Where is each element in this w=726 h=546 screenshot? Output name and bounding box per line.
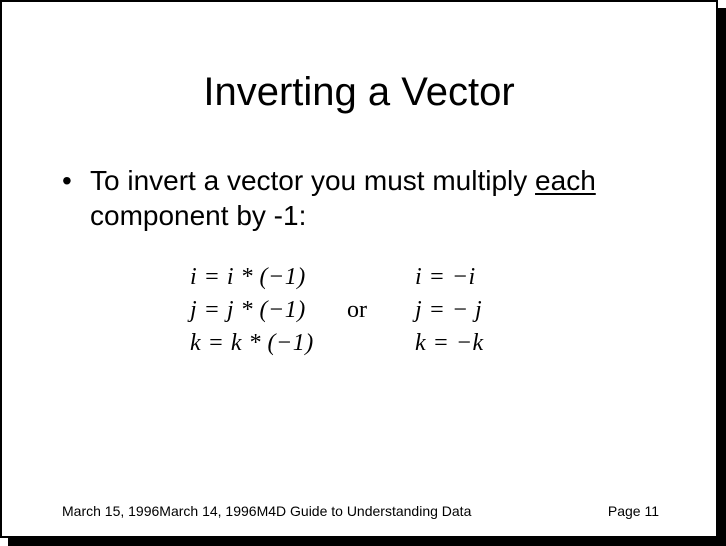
bullet-marker: • [62, 165, 72, 196]
slide-shadow-bottom [8, 538, 726, 546]
equation-right-k: k = −k [415, 330, 484, 356]
bullet-item [62, 163, 670, 233]
slide-shadow-right [718, 8, 726, 546]
equation-right-i: i = −i [415, 264, 476, 290]
equation-left-j: j = j * (−1) [190, 297, 306, 323]
bullet-text-line1: To invert a vector you must multiply [90, 165, 536, 196]
bullet-text-line2: component by -1: [90, 200, 307, 231]
bullet-text-underlined-word: each [535, 165, 596, 196]
equation-left-k: k = k * (−1) [190, 330, 314, 356]
slide-title: Inverting a Vector [203, 70, 515, 114]
equation-left-i: i = i * (−1) [190, 264, 306, 290]
footer-date-and-doc-title: March 15, 1996March 14, 1996M4D Guide to Understanding Data [62, 503, 472, 519]
footer-page-number: Page 11 [607, 503, 659, 519]
equation-connector-or: or [347, 297, 367, 323]
equation-right-j: j = − j [415, 297, 483, 323]
